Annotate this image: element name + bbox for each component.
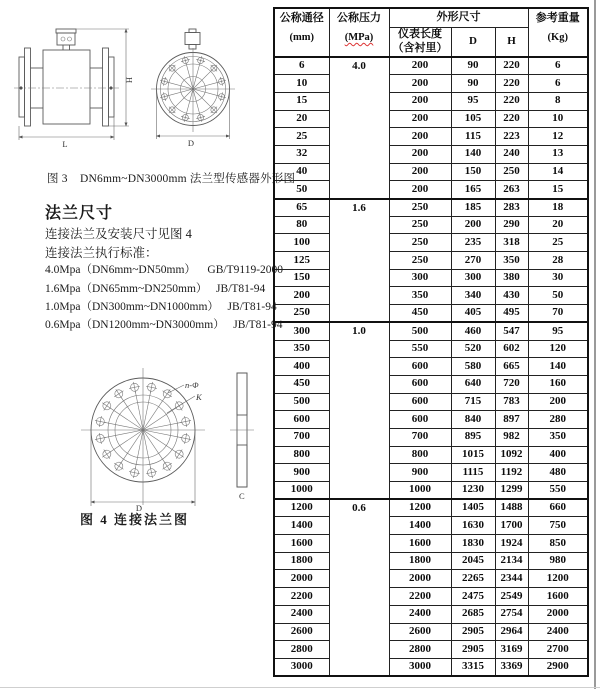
cell-length: 1800 xyxy=(389,552,451,570)
cell-d: 340 xyxy=(451,287,495,305)
cell-d: 270 xyxy=(451,252,495,270)
cell-d: 235 xyxy=(451,234,495,252)
cell-length: 250 xyxy=(389,216,451,234)
cell-length: 2000 xyxy=(389,570,451,588)
cell-diameter: 40 xyxy=(274,163,329,181)
page-edge-right xyxy=(594,0,596,689)
page-edge-bottom xyxy=(0,687,600,688)
cell-length: 200 xyxy=(389,92,451,110)
cell-weight: 200 xyxy=(528,393,588,411)
col-header-weight-unit: (Kg) xyxy=(547,31,568,43)
cell-h: 783 xyxy=(495,393,528,411)
table-row xyxy=(274,570,588,588)
cell-diameter: 450 xyxy=(274,375,329,393)
cell-length: 2200 xyxy=(389,588,451,606)
cell-d: 3315 xyxy=(451,658,495,676)
cell-length: 450 xyxy=(389,305,451,323)
cell-h: 1299 xyxy=(495,482,528,500)
cell-length: 200 xyxy=(389,145,451,163)
cell-length: 200 xyxy=(389,75,451,93)
cell-h: 982 xyxy=(495,428,528,446)
cell-length: 200 xyxy=(389,57,451,75)
table-row xyxy=(274,641,588,659)
cell-diameter: 20 xyxy=(274,110,329,128)
cell-diameter: 2800 xyxy=(274,641,329,659)
cell-weight: 12 xyxy=(528,128,588,146)
flange-section-view xyxy=(230,373,254,501)
cell-length: 1000 xyxy=(389,482,451,500)
cell-d: 90 xyxy=(451,75,495,93)
cell-d: 150 xyxy=(451,163,495,181)
cell-weight: 1600 xyxy=(528,588,588,606)
flange-spec-item: 4.0Mpa（DN6mm~DN50mm） GB/T9119-2000 xyxy=(45,264,284,276)
table-row xyxy=(274,269,588,287)
figure4-connection-flange-drawing xyxy=(55,338,255,516)
cell-h: 263 xyxy=(495,181,528,199)
table-row xyxy=(274,358,588,376)
col-header-length-line1: 仪表长度 xyxy=(398,28,442,40)
table-row xyxy=(274,588,588,606)
cell-d: 460 xyxy=(451,322,495,340)
cell-d: 2265 xyxy=(451,570,495,588)
cell-diameter: 350 xyxy=(274,340,329,358)
cell-h: 1924 xyxy=(495,535,528,553)
flange-spec-item: 1.0Mpa（DN300mm~DN1000mm） JB/T81-94 xyxy=(45,301,277,313)
table-row xyxy=(274,482,588,500)
cell-length: 300 xyxy=(389,269,451,287)
cell-length: 900 xyxy=(389,464,451,482)
cell-length: 350 xyxy=(389,287,451,305)
cell-d: 105 xyxy=(451,110,495,128)
cell-h: 220 xyxy=(495,57,528,75)
cell-h: 2549 xyxy=(495,588,528,606)
cell-length: 550 xyxy=(389,340,451,358)
cell-weight: 140 xyxy=(528,358,588,376)
col-header-diameter-unit: (mm) xyxy=(289,31,314,43)
cell-pressure: 1.6 xyxy=(329,199,389,323)
cell-length: 200 xyxy=(389,110,451,128)
cell-h: 897 xyxy=(495,411,528,429)
table-row xyxy=(274,287,588,305)
cell-length: 1200 xyxy=(389,499,451,517)
cell-length: 2800 xyxy=(389,641,451,659)
cell-h: 2754 xyxy=(495,605,528,623)
cell-pressure: 0.6 xyxy=(329,499,389,676)
cell-length: 2400 xyxy=(389,605,451,623)
cell-diameter: 1800 xyxy=(274,552,329,570)
cell-pressure: 4.0 xyxy=(329,57,389,199)
cell-length: 1600 xyxy=(389,535,451,553)
cell-diameter: 200 xyxy=(274,287,329,305)
cell-length: 800 xyxy=(389,446,451,464)
cell-diameter: 300 xyxy=(274,322,329,340)
cell-length: 200 xyxy=(389,128,451,146)
cell-h: 318 xyxy=(495,234,528,252)
col-header-length xyxy=(389,27,451,57)
cell-d: 90 xyxy=(451,57,495,75)
cell-d: 895 xyxy=(451,428,495,446)
cell-weight: 160 xyxy=(528,375,588,393)
dim-label-d: D xyxy=(135,503,143,513)
cell-d: 640 xyxy=(451,375,495,393)
bolt-circle-label: K xyxy=(196,392,202,402)
cell-h: 2134 xyxy=(495,552,528,570)
cell-diameter: 3000 xyxy=(274,658,329,676)
cell-diameter: 2000 xyxy=(274,570,329,588)
cell-d: 2685 xyxy=(451,605,495,623)
cell-d: 165 xyxy=(451,181,495,199)
cell-weight: 480 xyxy=(528,464,588,482)
cell-weight: 13 xyxy=(528,145,588,163)
figure3-sensor-outline-drawing xyxy=(5,20,265,162)
cell-h: 2344 xyxy=(495,570,528,588)
table-row xyxy=(274,499,588,517)
cell-h: 380 xyxy=(495,269,528,287)
cell-d: 2905 xyxy=(451,641,495,659)
cell-length: 500 xyxy=(389,322,451,340)
cell-weight: 400 xyxy=(528,446,588,464)
cell-diameter: 900 xyxy=(274,464,329,482)
cell-length: 600 xyxy=(389,358,451,376)
cell-d: 300 xyxy=(451,269,495,287)
cell-d: 580 xyxy=(451,358,495,376)
col-header-weight-label: 参考重量 xyxy=(535,12,580,24)
table-row xyxy=(274,428,588,446)
cell-weight: 28 xyxy=(528,252,588,270)
table-row xyxy=(274,216,588,234)
cell-diameter: 125 xyxy=(274,252,329,270)
cell-d: 200 xyxy=(451,216,495,234)
cell-weight: 14 xyxy=(528,163,588,181)
cell-weight: 120 xyxy=(528,340,588,358)
table-row xyxy=(274,322,588,340)
cell-d: 1115 xyxy=(451,464,495,482)
cell-h: 223 xyxy=(495,128,528,146)
cell-h: 220 xyxy=(495,92,528,110)
table-row xyxy=(274,199,588,217)
cell-diameter: 1400 xyxy=(274,517,329,535)
cell-length: 200 xyxy=(389,163,451,181)
cell-diameter: 1200 xyxy=(274,499,329,517)
table-row xyxy=(274,110,588,128)
cell-diameter: 50 xyxy=(274,181,329,199)
cell-diameter: 1000 xyxy=(274,482,329,500)
table-row xyxy=(274,181,588,199)
cell-diameter: 25 xyxy=(274,128,329,146)
cell-diameter: 800 xyxy=(274,446,329,464)
cell-d: 1015 xyxy=(451,446,495,464)
cell-weight: 15 xyxy=(528,181,588,199)
table-row xyxy=(274,446,588,464)
cell-diameter: 150 xyxy=(274,269,329,287)
cell-h: 1488 xyxy=(495,499,528,517)
cell-weight: 10 xyxy=(528,110,588,128)
cell-weight: 660 xyxy=(528,499,588,517)
figure4-caption: 图 4 连接法兰图 xyxy=(80,512,190,527)
table-row xyxy=(274,605,588,623)
cell-length: 600 xyxy=(389,375,451,393)
table-row xyxy=(274,535,588,553)
table-row xyxy=(274,517,588,535)
cell-weight: 6 xyxy=(528,57,588,75)
cell-d: 715 xyxy=(451,393,495,411)
cell-d: 405 xyxy=(451,305,495,323)
table-row xyxy=(274,552,588,570)
col-header-d: D xyxy=(451,27,495,57)
cell-d: 840 xyxy=(451,411,495,429)
dim-label-l: L xyxy=(62,139,68,149)
cell-h: 240 xyxy=(495,145,528,163)
flange-dimension-table xyxy=(273,7,589,677)
cell-weight: 2900 xyxy=(528,658,588,676)
cell-weight: 8 xyxy=(528,92,588,110)
dim-label-h: H xyxy=(124,76,134,84)
cell-weight: 550 xyxy=(528,482,588,500)
cell-length: 200 xyxy=(389,181,451,199)
cell-h: 3369 xyxy=(495,658,528,676)
table-row xyxy=(274,464,588,482)
col-header-diameter xyxy=(274,8,329,57)
cell-weight: 980 xyxy=(528,552,588,570)
sensor-side-view xyxy=(14,29,134,149)
cell-d: 2475 xyxy=(451,588,495,606)
cell-length: 600 xyxy=(389,393,451,411)
cell-diameter: 250 xyxy=(274,305,329,323)
table-row xyxy=(274,411,588,429)
table-row xyxy=(274,252,588,270)
cell-weight: 280 xyxy=(528,411,588,429)
col-header-h: H xyxy=(495,27,528,57)
table-row xyxy=(274,393,588,411)
cell-d: 2045 xyxy=(451,552,495,570)
cell-weight: 850 xyxy=(528,535,588,553)
cell-weight: 50 xyxy=(528,287,588,305)
table-row xyxy=(274,234,588,252)
cell-h: 1192 xyxy=(495,464,528,482)
cell-length: 2600 xyxy=(389,623,451,641)
cell-diameter: 600 xyxy=(274,411,329,429)
cell-d: 1230 xyxy=(451,482,495,500)
bolt-count-label: n-Φ xyxy=(185,380,199,390)
sensor-front-view xyxy=(151,29,235,148)
cell-weight: 95 xyxy=(528,322,588,340)
col-header-pressure xyxy=(329,8,389,57)
table-row xyxy=(274,340,588,358)
cell-weight: 2700 xyxy=(528,641,588,659)
cell-h: 495 xyxy=(495,305,528,323)
cell-length: 1400 xyxy=(389,517,451,535)
col-header-pressure-label: 公称压力 xyxy=(337,12,381,24)
dim-label-c: C xyxy=(239,491,245,501)
flange-size-heading: 法兰尺寸 xyxy=(45,205,114,222)
cell-diameter: 500 xyxy=(274,393,329,411)
cell-diameter: 2200 xyxy=(274,588,329,606)
table-row xyxy=(274,658,588,676)
cell-length: 600 xyxy=(389,411,451,429)
cell-weight: 2000 xyxy=(528,605,588,623)
cell-h: 220 xyxy=(495,110,528,128)
table-row xyxy=(274,163,588,181)
cell-h: 2964 xyxy=(495,623,528,641)
cell-length: 3000 xyxy=(389,658,451,676)
cell-h: 350 xyxy=(495,252,528,270)
cell-diameter: 15 xyxy=(274,92,329,110)
flange-spec-item: 0.6Mpa（DN1200mm~DN3000mm） JB/T81-94 xyxy=(45,319,283,331)
cell-diameter: 10 xyxy=(274,75,329,93)
cell-weight: 750 xyxy=(528,517,588,535)
cell-pressure: 1.0 xyxy=(329,322,389,499)
flange-standard-line: 连接法兰执行标准： xyxy=(45,246,158,260)
cell-d: 185 xyxy=(451,199,495,217)
cell-h: 290 xyxy=(495,216,528,234)
dim-label-d: D xyxy=(187,138,195,148)
cell-d: 95 xyxy=(451,92,495,110)
table-row xyxy=(274,75,588,93)
cell-d: 1630 xyxy=(451,517,495,535)
cell-weight: 18 xyxy=(528,199,588,217)
cell-h: 3169 xyxy=(495,641,528,659)
cell-h: 220 xyxy=(495,75,528,93)
col-header-diameter-label: 公称通径 xyxy=(279,12,324,24)
cell-h: 1700 xyxy=(495,517,528,535)
table-row xyxy=(274,623,588,641)
cell-d: 115 xyxy=(451,128,495,146)
table-row xyxy=(274,145,588,163)
cell-d: 1405 xyxy=(451,499,495,517)
cell-weight: 1200 xyxy=(528,570,588,588)
flange-table-body xyxy=(274,57,588,676)
col-header-dimensions: 外形尺寸 xyxy=(389,8,528,27)
cell-weight: 20 xyxy=(528,216,588,234)
cell-weight: 350 xyxy=(528,428,588,446)
cell-h: 720 xyxy=(495,375,528,393)
table-row xyxy=(274,375,588,393)
cell-h: 602 xyxy=(495,340,528,358)
cell-d: 1830 xyxy=(451,535,495,553)
flange-spec-item: 1.6Mpa（DN65mm~DN250mm） JB/T81-94 xyxy=(45,283,266,295)
table-row xyxy=(274,57,588,75)
col-header-pressure-unit: (MPa) xyxy=(344,31,374,43)
table-row xyxy=(274,92,588,110)
cell-diameter: 32 xyxy=(274,145,329,163)
flange-front-view xyxy=(81,368,205,513)
cell-diameter: 2600 xyxy=(274,623,329,641)
cell-diameter: 6 xyxy=(274,57,329,75)
cell-weight: 70 xyxy=(528,305,588,323)
figure3-caption: 图 3 DN6mm~DN3000mm 法兰型传感器外形图 xyxy=(47,173,296,185)
cell-diameter: 700 xyxy=(274,428,329,446)
col-header-weight xyxy=(528,8,588,57)
cell-d: 140 xyxy=(451,145,495,163)
cell-h: 665 xyxy=(495,358,528,376)
cell-weight: 30 xyxy=(528,269,588,287)
cell-length: 250 xyxy=(389,199,451,217)
cell-diameter: 400 xyxy=(274,358,329,376)
cell-diameter: 65 xyxy=(274,199,329,217)
cell-h: 547 xyxy=(495,322,528,340)
flange-note-line: 连接法兰及安装尺寸见图 4 xyxy=(45,227,192,241)
cell-h: 430 xyxy=(495,287,528,305)
cell-weight: 6 xyxy=(528,75,588,93)
cell-h: 1092 xyxy=(495,446,528,464)
cell-h: 250 xyxy=(495,163,528,181)
table-row xyxy=(274,305,588,323)
cell-d: 2905 xyxy=(451,623,495,641)
cell-length: 250 xyxy=(389,252,451,270)
cell-diameter: 2400 xyxy=(274,605,329,623)
cell-length: 700 xyxy=(389,428,451,446)
col-header-length-line2: （含衬里） xyxy=(392,41,448,54)
cell-diameter: 1600 xyxy=(274,535,329,553)
cell-weight: 25 xyxy=(528,234,588,252)
cell-diameter: 80 xyxy=(274,216,329,234)
cell-length: 250 xyxy=(389,234,451,252)
cell-weight: 2400 xyxy=(528,623,588,641)
cell-diameter: 100 xyxy=(274,234,329,252)
cell-h: 283 xyxy=(495,199,528,217)
cell-d: 520 xyxy=(451,340,495,358)
table-row xyxy=(274,128,588,146)
